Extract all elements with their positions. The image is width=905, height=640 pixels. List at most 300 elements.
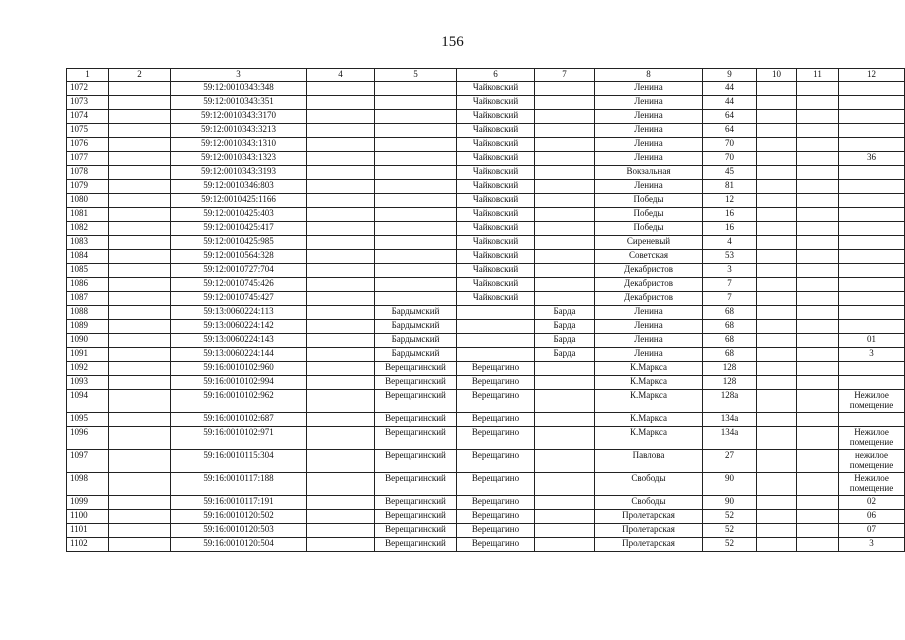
table-cell: К.Маркса [595,413,703,427]
table-row [67,194,905,208]
table-cell [307,413,375,427]
table-cell [109,208,171,222]
table-cell [757,166,797,180]
table-cell [839,362,905,376]
table-cell [757,208,797,222]
table-cell [797,450,839,473]
table-cell [797,82,839,96]
table-cell [307,236,375,250]
table-cell: 59:16:0010120:504 [171,538,307,552]
table-cell [109,236,171,250]
table-cell [535,82,595,96]
table-cell: 1078 [67,166,109,180]
table-row [67,524,905,538]
table-cell [375,194,457,208]
table-cell: Чайковский [457,250,535,264]
table-cell: 44 [703,96,757,110]
table-cell [109,222,171,236]
table-cell: 59:12:0010343:3170 [171,110,307,124]
table-cell [375,208,457,222]
table-cell: К.Маркса [595,390,703,413]
table-cell: 1075 [67,124,109,138]
table-cell [307,334,375,348]
table-cell [307,320,375,334]
table-cell: 27 [703,450,757,473]
table-cell [375,138,457,152]
table-cell: Бардымский [375,348,457,362]
table-cell: 07 [839,524,905,538]
table-cell [797,334,839,348]
table-row [67,236,905,250]
table-row [67,510,905,524]
table-cell [757,524,797,538]
table-cell: Верещагино [457,362,535,376]
table-cell [797,138,839,152]
table-cell [535,473,595,496]
table-cell: 45 [703,166,757,180]
table-cell [757,138,797,152]
table-cell [109,138,171,152]
table-cell [535,427,595,450]
table-cell [535,510,595,524]
table-cell: 90 [703,496,757,510]
table-row [67,180,905,194]
table-cell [839,222,905,236]
table-cell: Чайковский [457,194,535,208]
table-cell: 1094 [67,390,109,413]
table-cell: нежилое помещение [839,450,905,473]
table-cell [839,306,905,320]
table-cell [109,180,171,194]
table-cell: Верещагинский [375,390,457,413]
table-cell [307,390,375,413]
table-cell: 59:12:0010425:403 [171,208,307,222]
table-cell: Ленина [595,96,703,110]
table-cell: 59:12:0010745:427 [171,292,307,306]
table-cell: Верещагино [457,390,535,413]
table-cell: 59:13:0060224:113 [171,306,307,320]
table-cell [797,166,839,180]
table-row [67,138,905,152]
table-cell [535,180,595,194]
table-cell [797,376,839,390]
table-cell [535,194,595,208]
table-cell: 90 [703,473,757,496]
table-cell [307,264,375,278]
table-cell [109,473,171,496]
table-cell: Верещагинский [375,362,457,376]
table-row [67,427,905,450]
table-cell [375,124,457,138]
table-cell [307,292,375,306]
table-cell: Нежилое помещение [839,427,905,450]
table-cell: Бардымский [375,306,457,320]
table-cell [757,194,797,208]
table-cell: Свободы [595,473,703,496]
table-cell: Ленина [595,334,703,348]
table-cell: Пролетарская [595,538,703,552]
table-cell: Советская [595,250,703,264]
table-cell: 1086 [67,278,109,292]
table-cell [757,250,797,264]
table-cell: 06 [839,510,905,524]
table-cell [109,194,171,208]
table-cell: 59:12:0010346:803 [171,180,307,194]
table-cell: 59:12:0010425:1166 [171,194,307,208]
registry-table [66,68,905,552]
table-cell: 12 [703,194,757,208]
table-cell [109,278,171,292]
table-cell [109,96,171,110]
table-cell: 44 [703,82,757,96]
table-cell [757,82,797,96]
table-cell [535,524,595,538]
table-cell [307,376,375,390]
table-cell [535,362,595,376]
table-cell [457,320,535,334]
table-cell [307,362,375,376]
table-cell [839,82,905,96]
table-cell [757,264,797,278]
table-cell: Чайковский [457,110,535,124]
table-cell: Верещагино [457,473,535,496]
table-cell: 01 [839,334,905,348]
table-cell: 59:12:0010343:3193 [171,166,307,180]
table-cell: 70 [703,152,757,166]
table-cell: Барда [535,320,595,334]
table-cell: Вокзальная [595,166,703,180]
table-cell: 59:12:0010343:3213 [171,124,307,138]
table-cell: 4 [703,236,757,250]
table-cell: 1095 [67,413,109,427]
table-cell: Декабристов [595,292,703,306]
table-cell [375,278,457,292]
table-cell [797,390,839,413]
table-cell: 1102 [67,538,109,552]
table-cell: Ленина [595,306,703,320]
table-cell: 59:12:0010343:1310 [171,138,307,152]
column-header: 5 [375,69,457,82]
table-cell: 59:16:0010102:994 [171,376,307,390]
table-cell: 16 [703,208,757,222]
table-cell [109,496,171,510]
table-cell [307,82,375,96]
table-cell [797,320,839,334]
table-cell: 59:16:0010102:962 [171,390,307,413]
table-cell [797,96,839,110]
table-cell [797,413,839,427]
table-cell: Верещагинский [375,376,457,390]
table-cell: 1087 [67,292,109,306]
table-cell [109,390,171,413]
table-cell: 1077 [67,152,109,166]
table-cell [757,362,797,376]
table-cell: Нежилое помещение [839,473,905,496]
column-header: 8 [595,69,703,82]
table-cell [109,524,171,538]
column-header: 9 [703,69,757,82]
table-cell [535,450,595,473]
table-cell [757,334,797,348]
table-cell [307,138,375,152]
table-cell: 1072 [67,82,109,96]
table-cell: Ленина [595,138,703,152]
table-cell [757,124,797,138]
table-cell [757,320,797,334]
table-cell [535,538,595,552]
table-cell: 1091 [67,348,109,362]
page-number: 156 [441,34,464,50]
table-cell [307,450,375,473]
table-cell [757,236,797,250]
table-cell [307,524,375,538]
table-cell: 1093 [67,376,109,390]
table-cell: Верещагинский [375,510,457,524]
table-cell [109,292,171,306]
table-row [67,96,905,110]
table-cell [757,348,797,362]
table-cell [375,180,457,194]
table-cell: 3 [703,264,757,278]
table-cell: К.Маркса [595,362,703,376]
table-cell [757,427,797,450]
table-cell [757,292,797,306]
table-cell: 59:12:0010343:348 [171,82,307,96]
table-cell: Чайковский [457,180,535,194]
table-cell [757,306,797,320]
table-cell: 128а [703,390,757,413]
table-row [67,82,905,96]
table-cell: Чайковский [457,222,535,236]
table-cell [797,496,839,510]
table-cell [307,250,375,264]
table-cell: 68 [703,348,757,362]
table-cell [307,124,375,138]
table-cell: Ленина [595,348,703,362]
table-cell: Ленина [595,82,703,96]
table-cell [375,110,457,124]
table-cell [109,124,171,138]
table-cell: Барда [535,348,595,362]
table-cell [535,264,595,278]
table-cell: 59:16:0010120:502 [171,510,307,524]
table-cell: Чайковский [457,264,535,278]
table-cell [757,496,797,510]
table-cell: Свободы [595,496,703,510]
table-cell: Чайковский [457,278,535,292]
table-cell: Верещагино [457,376,535,390]
table-cell [375,292,457,306]
table-row [67,208,905,222]
table-cell: Бардымский [375,334,457,348]
table-row [67,166,905,180]
table-cell: Победы [595,194,703,208]
table-cell [307,278,375,292]
table-cell: 3 [839,538,905,552]
table-cell [109,450,171,473]
table-row [67,278,905,292]
table-cell: 59:16:0010117:191 [171,496,307,510]
table-cell [757,473,797,496]
table-cell [535,236,595,250]
table-cell: 1098 [67,473,109,496]
table-cell: Ленина [595,124,703,138]
table-cell [839,264,905,278]
table-cell [839,96,905,110]
table-cell [535,222,595,236]
table-cell [839,236,905,250]
column-header: 3 [171,69,307,82]
table-row [67,413,905,427]
table-cell [535,376,595,390]
table-cell: 64 [703,110,757,124]
table-cell [797,427,839,450]
table-cell [307,194,375,208]
table-cell: Верещагинский [375,427,457,450]
table-cell: 1080 [67,194,109,208]
header-row [67,69,905,82]
column-header: 12 [839,69,905,82]
table-cell: Победы [595,222,703,236]
table-cell: Верещагино [457,496,535,510]
table-cell [535,292,595,306]
table-cell: К.Маркса [595,376,703,390]
table-cell [535,124,595,138]
table-cell: Победы [595,208,703,222]
table-cell [535,138,595,152]
table-cell [839,413,905,427]
table-cell [839,320,905,334]
table-cell: 59:13:0060224:143 [171,334,307,348]
table-cell: 68 [703,306,757,320]
table-row [67,124,905,138]
table-cell [307,110,375,124]
table-cell: 53 [703,250,757,264]
table-cell: 134а [703,427,757,450]
table-cell [839,180,905,194]
table-cell [375,82,457,96]
table-cell: Ленина [595,152,703,166]
table-cell: 70 [703,138,757,152]
table-cell [757,180,797,194]
table-cell: Декабристов [595,278,703,292]
table-cell: 1076 [67,138,109,152]
table-cell: Сиреневый [595,236,703,250]
table-cell: К.Маркса [595,427,703,450]
table-cell: Чайковский [457,138,535,152]
table-cell: 1073 [67,96,109,110]
table-cell [797,124,839,138]
table-cell [797,194,839,208]
table-cell [839,250,905,264]
table-row [67,250,905,264]
table-cell [535,496,595,510]
table-cell: 3 [839,348,905,362]
table-cell [839,208,905,222]
table-cell [457,306,535,320]
table-cell [535,110,595,124]
table-cell [375,96,457,110]
table-cell: Барда [535,334,595,348]
column-header: 7 [535,69,595,82]
table-cell: 36 [839,152,905,166]
table-cell: 68 [703,320,757,334]
table-cell: Чайковский [457,124,535,138]
table-cell [797,264,839,278]
table-cell: 59:12:0010564:328 [171,250,307,264]
table-cell: Верещагинский [375,538,457,552]
table-cell: Ленина [595,180,703,194]
table-cell: 1099 [67,496,109,510]
table-cell: Бардымский [375,320,457,334]
table-cell: Барда [535,306,595,320]
table-cell [375,166,457,180]
table-cell [457,334,535,348]
table-cell: Чайковский [457,96,535,110]
table-cell [109,152,171,166]
table-cell [307,348,375,362]
column-header: 2 [109,69,171,82]
table-cell: Пролетарская [595,524,703,538]
table-row [67,496,905,510]
table-cell [839,292,905,306]
table-cell: Верещагинский [375,413,457,427]
table-row [67,264,905,278]
table-cell [535,166,595,180]
table-cell: 52 [703,524,757,538]
table-cell [839,194,905,208]
table-cell: 1096 [67,427,109,450]
table-cell: Ленина [595,110,703,124]
table-cell [307,510,375,524]
table-cell [797,362,839,376]
table-cell [757,510,797,524]
table-cell [797,180,839,194]
table-cell [307,96,375,110]
table-row [67,473,905,496]
table-cell: 59:16:0010102:687 [171,413,307,427]
table-row [67,450,905,473]
table-cell [307,180,375,194]
table-cell [757,110,797,124]
table-cell: 59:12:0010425:417 [171,222,307,236]
table-cell [797,292,839,306]
table-cell [109,320,171,334]
table-cell: Верещагино [457,427,535,450]
table-cell [109,362,171,376]
table-cell: 59:16:0010117:188 [171,473,307,496]
table-cell [757,376,797,390]
table-cell: 128 [703,376,757,390]
table-cell: 1082 [67,222,109,236]
table-cell: 1088 [67,306,109,320]
table-cell [757,222,797,236]
table-cell [535,413,595,427]
table-cell: 68 [703,334,757,348]
table-cell [797,208,839,222]
table-row [67,110,905,124]
table-row [67,348,905,362]
table-cell: 1079 [67,180,109,194]
table-cell [797,250,839,264]
table-row [67,538,905,552]
table-cell [535,152,595,166]
table-cell [535,390,595,413]
table-cell: 59:12:0010727:704 [171,264,307,278]
table-cell [839,110,905,124]
table-cell: 59:16:0010102:960 [171,362,307,376]
table-cell [797,510,839,524]
